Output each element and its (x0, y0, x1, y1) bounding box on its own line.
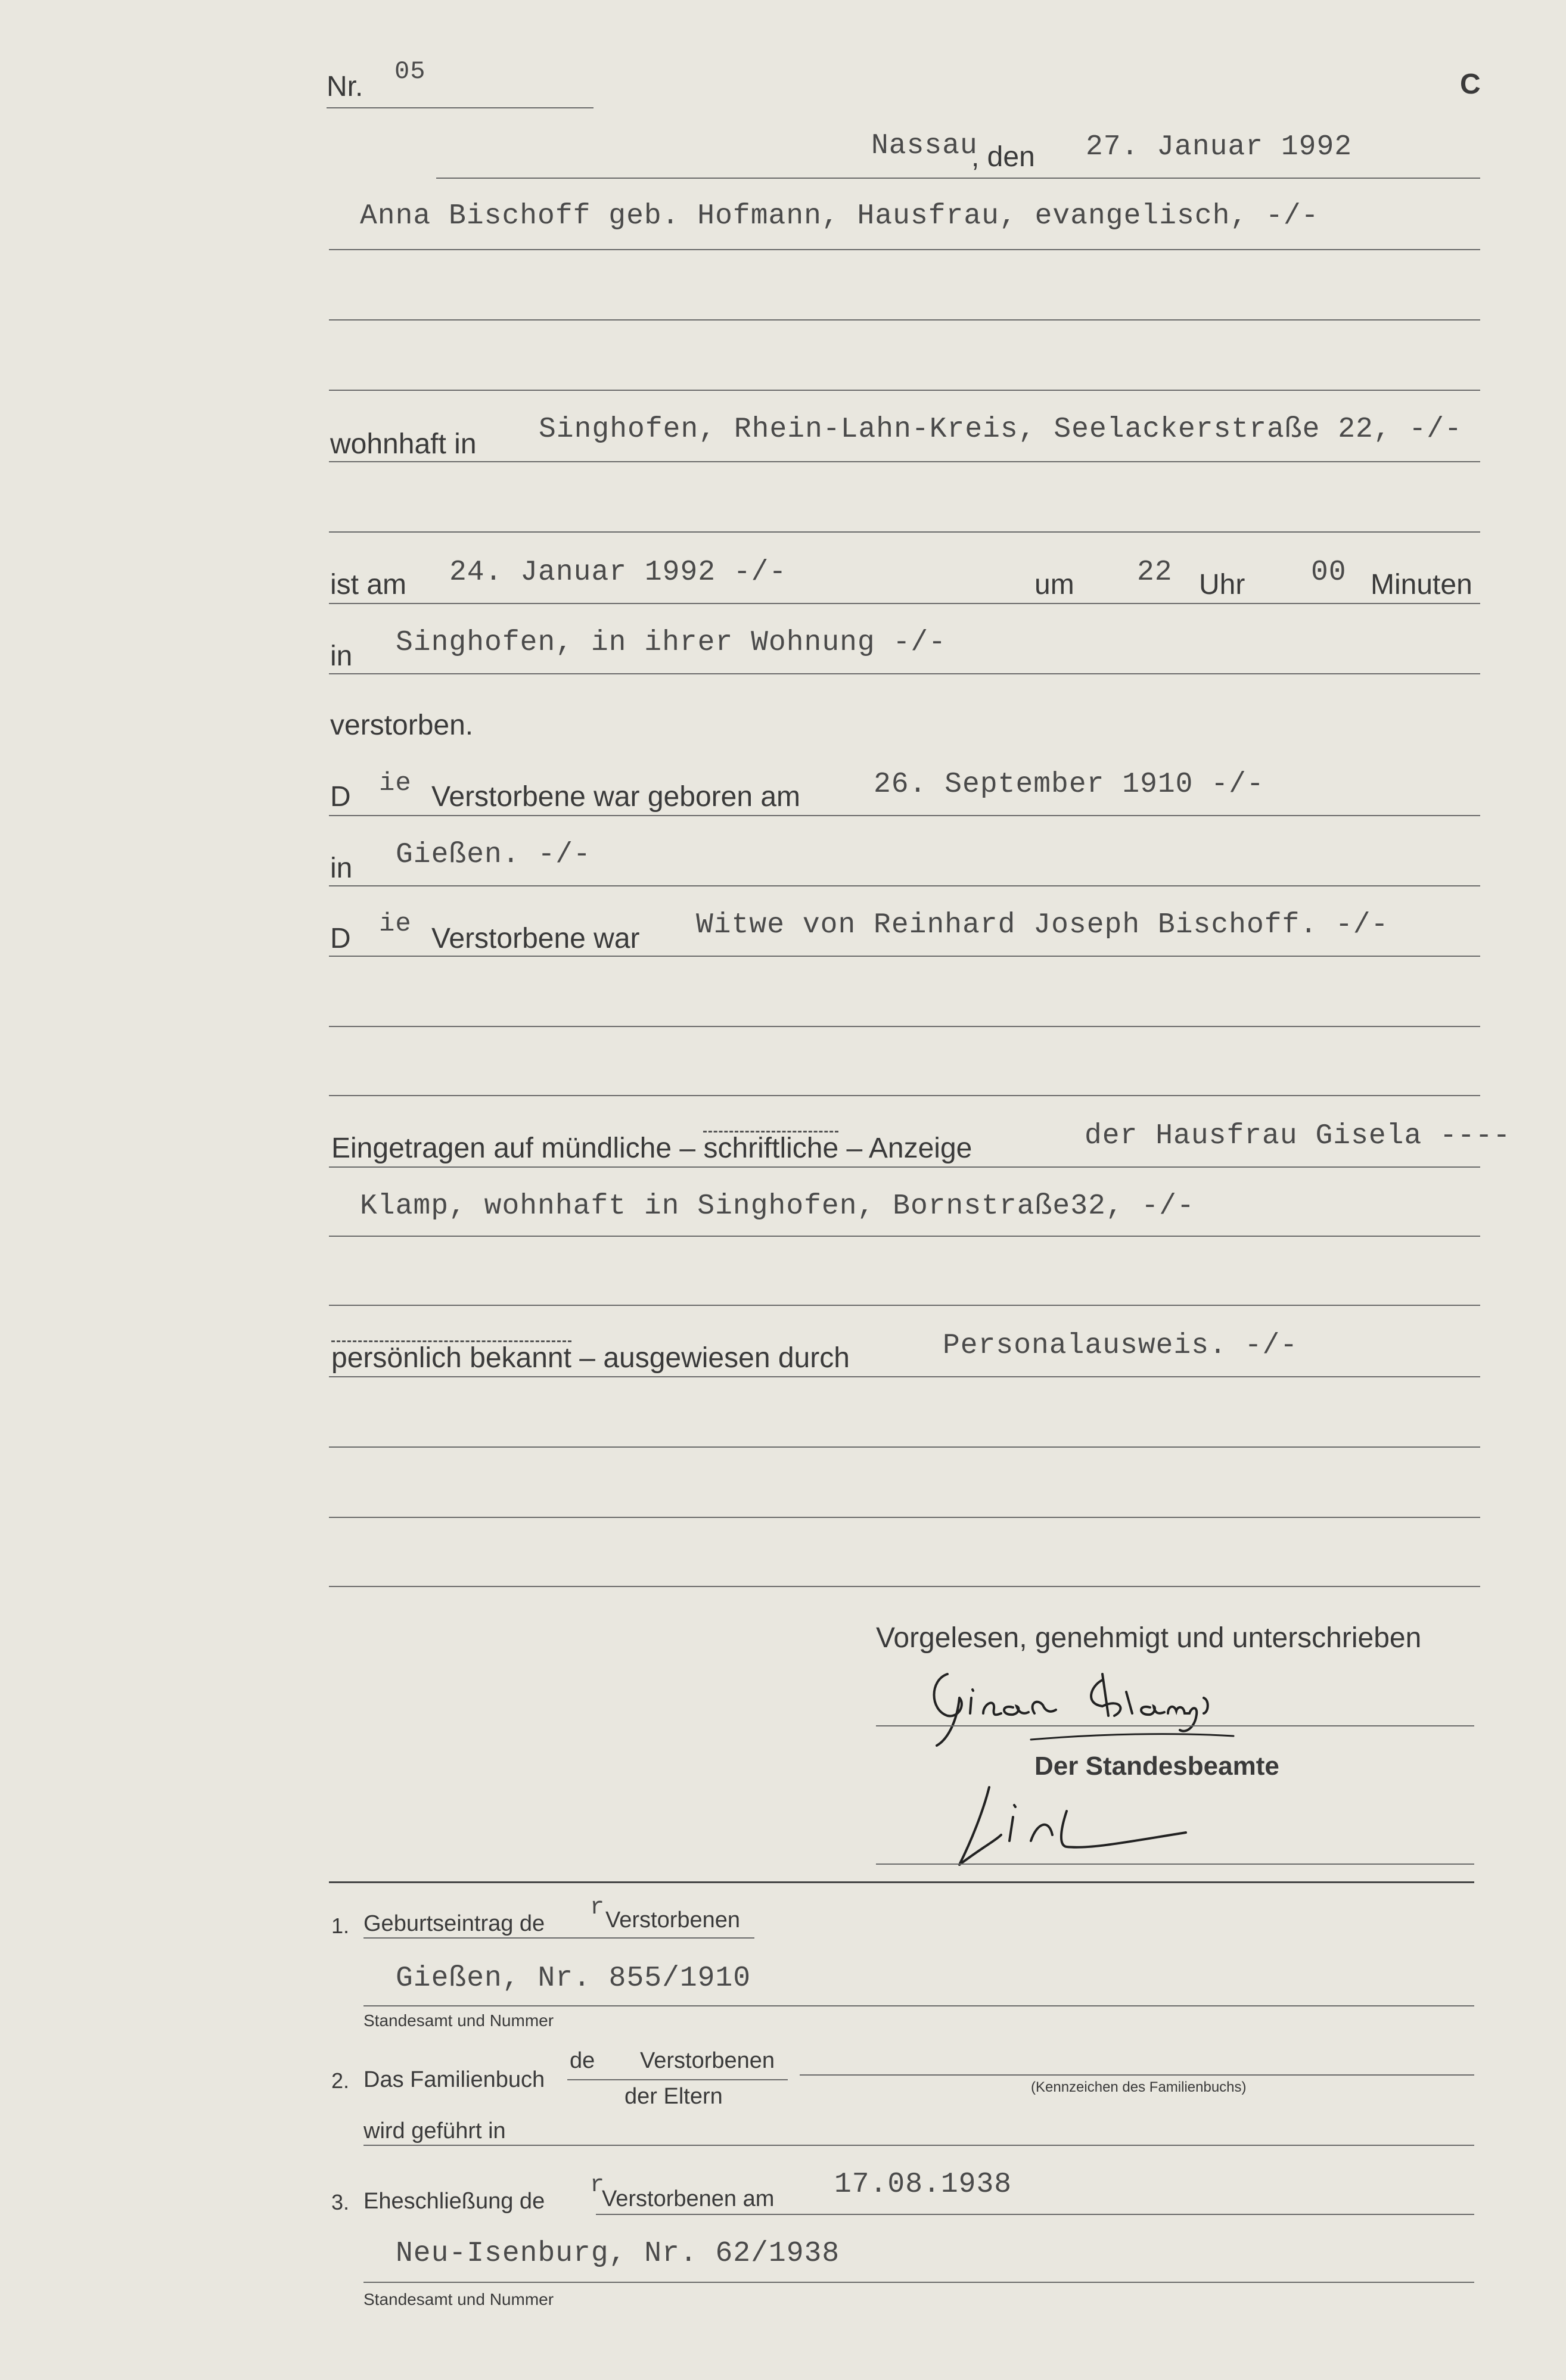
footer-divider (329, 1881, 1474, 1883)
birth-place-line (329, 885, 1480, 886)
signer-signature (924, 1656, 1281, 1751)
item3-date: 17.08.1938 (834, 2169, 1012, 2201)
blank-line-4 (329, 1026, 1480, 1027)
status-d-label: D (330, 923, 351, 954)
item3-label: Eheschließung de (363, 2189, 545, 2214)
item1-sup: r (590, 1894, 605, 1921)
item1-value: Gießen, Nr. 855/1910 (396, 1962, 751, 1995)
item1-num: 1. (331, 1914, 350, 1938)
ident-strike: persönlich bekannt (331, 1340, 571, 1374)
birth-label: Verstorbene war geboren am (431, 781, 801, 813)
item3-value: Neu-Isenburg, Nr. 62/1938 (396, 2238, 840, 2270)
death-minute: 00 (1311, 556, 1347, 589)
wohnhaft-value: Singhofen, Rhein-Lahn-Kreis, Seelackerstraße 22, -/- (539, 413, 1462, 446)
death-place: Singhofen, in ihrer Wohnung -/- (396, 627, 946, 659)
ident-value: Personalausweis. -/- (943, 1330, 1298, 1362)
report-label-1: Eingetragen auf mündliche – (331, 1133, 696, 1164)
item3-value-line (363, 2282, 1474, 2283)
ident-label (331, 1342, 850, 1374)
birth-line (329, 815, 1480, 816)
ist-am-label: ist am (330, 569, 407, 601)
item3-line (596, 2214, 1474, 2215)
item2-label2: wird geführt in (363, 2118, 506, 2143)
report-value-1: der Hausfrau Gisela ---- (1085, 1120, 1511, 1152)
person-name: Anna Bischoff geb. Hofmann, Hausfrau, evangelisch, -/- (360, 200, 1319, 232)
ident-line (329, 1376, 1480, 1377)
item2-option-divider (567, 2079, 788, 2080)
record-date: 27. Januar 1992 (1086, 131, 1353, 163)
uhr-label: Uhr (1199, 569, 1245, 601)
item2-label: Das Familienbuch (363, 2067, 545, 2092)
blank-line-8 (329, 1517, 1480, 1518)
death-place-line (329, 673, 1480, 674)
status-line (329, 956, 1480, 957)
item2-opt1: Verstorbenen (640, 2048, 775, 2073)
birth-ie-sup: ie (379, 769, 412, 798)
ident-label-text: – ausgewiesen durch (579, 1342, 850, 1374)
item3-caption: Standesamt und Nummer (363, 2290, 554, 2309)
read-approved-label: Vorgelesen, genehmigt und unterschrieben (876, 1622, 1422, 1654)
item2-opt2: der Eltern (624, 2084, 723, 2109)
birth-d-label: D (330, 781, 351, 813)
place-value: Nassau (871, 130, 978, 162)
minuten-label: Minuten (1371, 569, 1472, 601)
item3-num: 3. (331, 2190, 350, 2214)
status-value: Witwe von Reinhard Joseph Bischoff. -/- (696, 909, 1389, 941)
report-line-2 (329, 1236, 1480, 1237)
um-label: um (1034, 569, 1074, 601)
signer-line (876, 1725, 1474, 1726)
blank-line-5 (329, 1095, 1480, 1096)
blank-line-7 (329, 1446, 1480, 1448)
report-line-1 (329, 1166, 1480, 1168)
registrar-line (876, 1863, 1474, 1865)
item2-line-2 (363, 2145, 1474, 2146)
wohnhaft-label: wohnhaft in (330, 428, 477, 460)
death-line (329, 603, 1480, 604)
date-line (436, 178, 1480, 179)
registrar-signature (947, 1775, 1198, 1871)
item2-line (800, 2074, 1474, 2076)
report-value-2: Klamp, wohnhaft in Singhofen, Bornstraße32, -/- (360, 1190, 1195, 1222)
report-label (331, 1132, 972, 1165)
page-letter: C (1460, 69, 1481, 100)
item1-label2: Verstorbenen (605, 1908, 741, 1933)
status-label: Verstorbene war (431, 923, 640, 954)
den-label: , den (971, 141, 1035, 173)
blank-line-2 (329, 390, 1480, 391)
nr-label: Nr. (327, 71, 363, 102)
status-ie-sup: ie (379, 909, 412, 939)
item1-label: Geburtseintrag de (363, 1911, 545, 1936)
blank-line-1 (329, 319, 1480, 321)
nr-value: 05 (394, 57, 426, 86)
item3-label2: Verstorbenen am (602, 2186, 775, 2211)
report-label-strike: schriftliche (703, 1131, 838, 1164)
death-date: 24. Januar 1992 -/- (449, 556, 787, 589)
item3-sup: r (590, 2172, 605, 2199)
item1-value-line (363, 2005, 1474, 2006)
item2-de: de (570, 2048, 595, 2073)
report-label-2: – Anzeige (846, 1133, 972, 1164)
birth-in-label: in (330, 853, 353, 884)
death-in-label: in (330, 640, 353, 672)
birth-place: Gießen. -/- (396, 839, 591, 871)
birth-date: 26. September 1910 -/- (874, 769, 1264, 801)
nr-line (327, 107, 594, 108)
name-line (329, 249, 1480, 250)
verstorben-label: verstorben. (330, 710, 474, 741)
item1-caption: Standesamt und Nummer (363, 2011, 554, 2030)
item2-caption: (Kennzeichen des Familienbuchs) (1031, 2079, 1247, 2095)
item2-num: 2. (331, 2068, 350, 2093)
blank-line-6 (329, 1305, 1480, 1306)
blank-line-3 (329, 531, 1480, 533)
item1-label-line (363, 1937, 754, 1939)
death-hour: 22 (1137, 556, 1173, 589)
wohnhaft-line (329, 461, 1480, 462)
blank-line-9 (329, 1586, 1480, 1587)
registrar-label: Der Standesbeamte (1034, 1751, 1279, 1781)
